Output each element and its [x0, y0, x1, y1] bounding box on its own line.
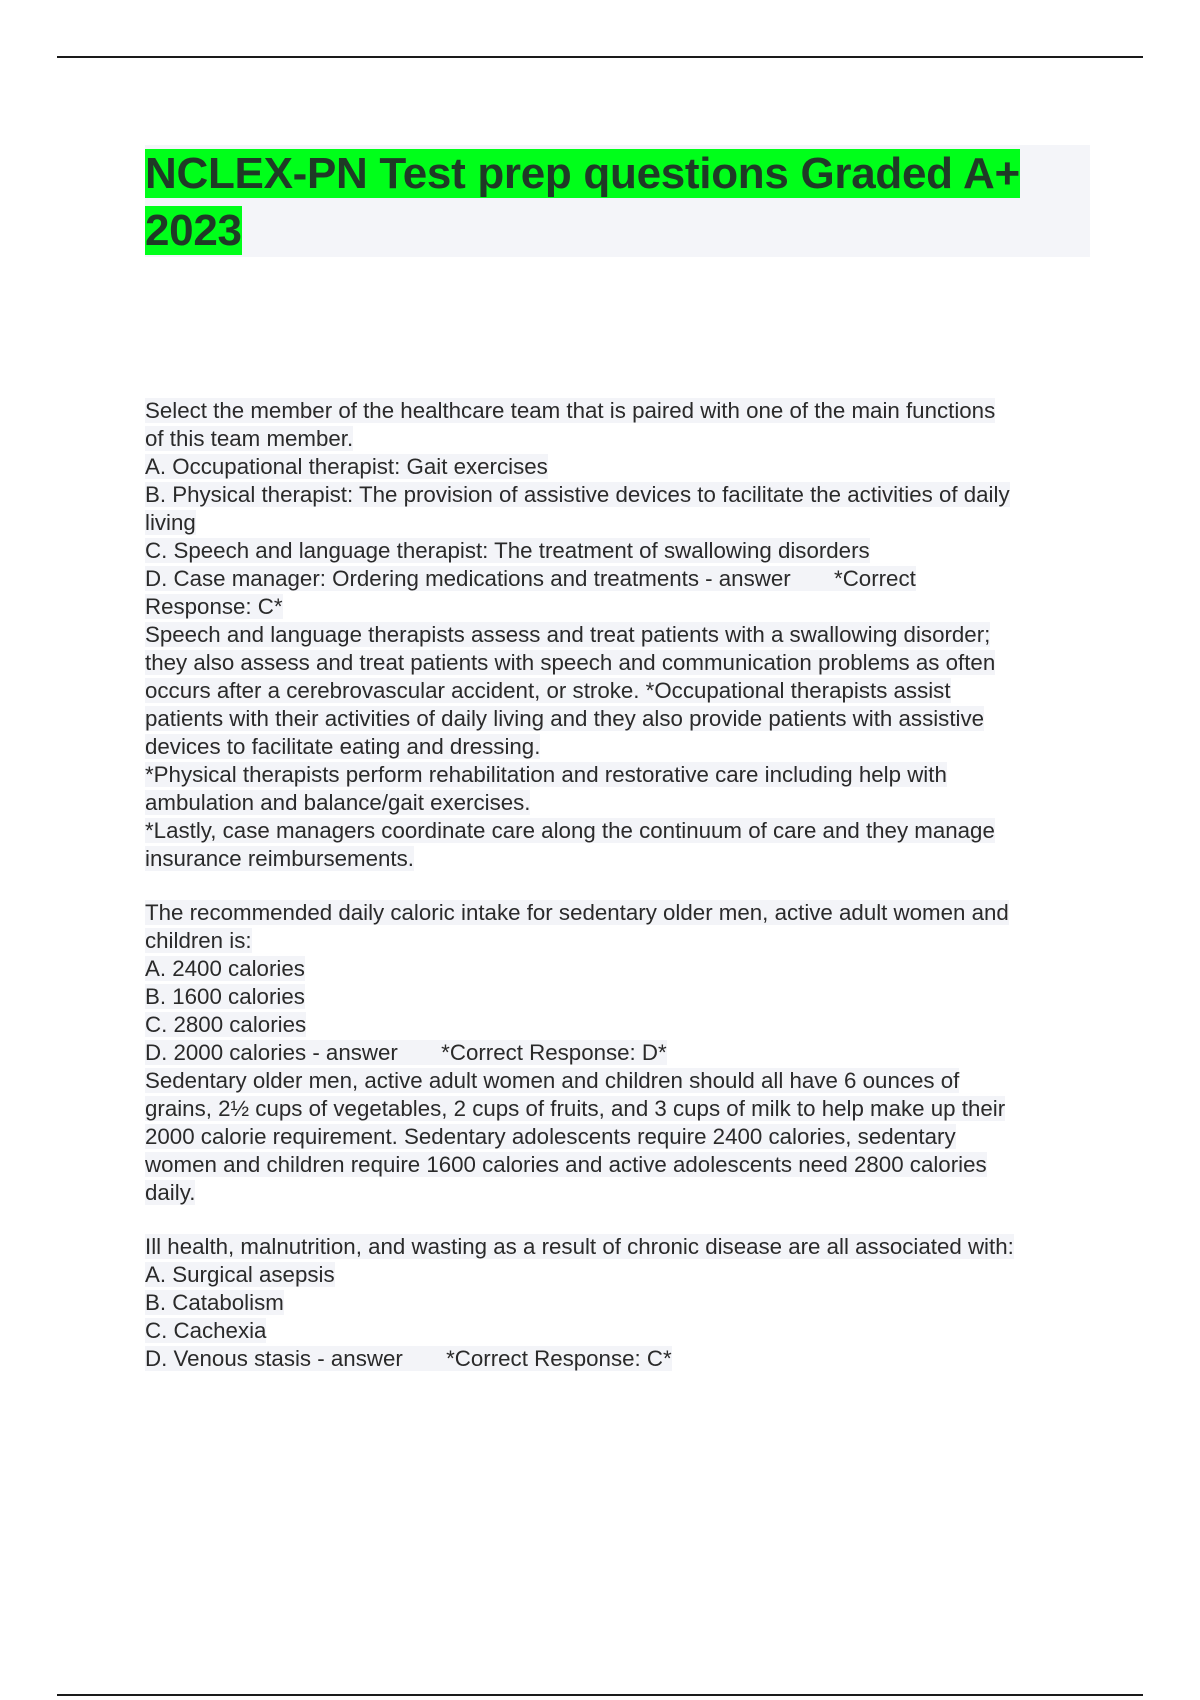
question-line	[145, 1233, 1095, 1261]
question-line	[145, 1261, 1095, 1289]
question-line-text: D. Venous stasis - answer *Correct Response: C*	[145, 1346, 672, 1371]
question-line	[145, 621, 1095, 649]
question-line	[145, 1289, 1095, 1317]
question-line-text: A. 2400 calories	[145, 956, 305, 981]
question-line	[145, 509, 1095, 537]
question-line-text: D. Case manager: Ordering medications and treatments - answer *Correct	[145, 566, 916, 591]
question-line-text: B. Physical therapist: The provision of assistive devices to facilitate the activities of daily	[145, 482, 1010, 507]
question-line-text: Sedentary older men, active adult women and children should all have 6 ounces of	[145, 1068, 960, 1093]
question-line	[145, 537, 1095, 565]
question-line	[145, 1095, 1095, 1123]
question-block	[145, 397, 1095, 873]
question-line	[145, 761, 1095, 789]
question-line-text: patients with their activities of daily living and they also provide patients with assistive	[145, 706, 985, 731]
question-line	[145, 1151, 1095, 1179]
question-line	[145, 705, 1095, 733]
question-line-text: B. Catabolism	[145, 1290, 284, 1315]
question-line	[145, 1317, 1095, 1345]
question-line-text: A. Surgical asepsis	[145, 1262, 335, 1287]
question-gap	[145, 1207, 1095, 1233]
question-line	[145, 899, 1095, 927]
question-line	[145, 983, 1095, 1011]
question-line-text: Response: C*	[145, 594, 283, 619]
question-block	[145, 899, 1095, 1207]
question-line-text: devices to facilitate eating and dressing.	[145, 734, 541, 759]
question-line	[145, 649, 1095, 677]
question-line	[145, 565, 1095, 593]
question-line-text: children is:	[145, 928, 252, 953]
question-line-text: living	[145, 510, 196, 535]
question-line-text: of this team member.	[145, 426, 354, 451]
question-gap	[145, 873, 1095, 899]
question-line	[145, 1123, 1095, 1151]
document-title-text: NCLEX-PN Test prep questions Graded A+ 2023	[145, 149, 1020, 255]
question-line-text: The recommended daily caloric intake for sedentary older men, active adult women and	[145, 900, 1009, 925]
question-line-text: insurance reimbursements.	[145, 846, 414, 871]
question-line-text: Speech and language therapists assess and treat patients with a swallowing disorder;	[145, 622, 991, 647]
question-line-text: daily.	[145, 1180, 196, 1205]
bottom-rule	[57, 1694, 1143, 1696]
question-line-text: grains, 2½ cups of vegetables, 2 cups of fruits, and 3 cups of milk to help make up their	[145, 1096, 1006, 1121]
question-line	[145, 955, 1095, 983]
question-line	[145, 789, 1095, 817]
top-rule	[57, 56, 1143, 58]
question-line-text: D. 2000 calories - answer *Correct Response: D*	[145, 1040, 667, 1065]
question-line	[145, 425, 1095, 453]
question-line	[145, 927, 1095, 955]
question-line-text: Ill health, malnutrition, and wasting as a result of chronic disease are all associated with:	[145, 1234, 1014, 1259]
question-line	[145, 397, 1095, 425]
question-line-text: they also assess and treat patients with speech and communication problems as often	[145, 650, 996, 675]
question-line	[145, 845, 1095, 873]
question-block	[145, 1233, 1095, 1373]
question-line	[145, 1067, 1095, 1095]
question-line	[145, 453, 1095, 481]
question-line-text: Select the member of the healthcare team that is paired with one of the main functions	[145, 398, 996, 423]
question-line	[145, 593, 1095, 621]
document-title	[145, 145, 1045, 259]
question-line-text: A. Occupational therapist: Gait exercises	[145, 454, 548, 479]
question-line-text: C. 2800 calories	[145, 1012, 307, 1037]
question-line	[145, 1179, 1095, 1207]
title-block	[145, 145, 1090, 257]
question-line	[145, 1345, 1095, 1373]
question-line-text: C. Cachexia	[145, 1318, 267, 1343]
question-line	[145, 481, 1095, 509]
question-line	[145, 733, 1095, 761]
question-line	[145, 1039, 1095, 1067]
question-line-text: occurs after a cerebrovascular accident, or stroke. *Occupational therapists assist	[145, 678, 951, 703]
question-line-text: *Physical therapists perform rehabilitation and restorative care including help with	[145, 762, 947, 787]
question-line-text: *Lastly, case managers coordinate care along the continuum of care and they manage	[145, 818, 995, 843]
question-line	[145, 677, 1095, 705]
question-line	[145, 1011, 1095, 1039]
question-line-text: 2000 calorie requirement. Sedentary adolescents require 2400 calories, sedentary	[145, 1124, 956, 1149]
document-body	[145, 397, 1095, 1373]
question-line-text: ambulation and balance/gait exercises.	[145, 790, 531, 815]
question-line-text: B. 1600 calories	[145, 984, 305, 1009]
question-line-text: women and children require 1600 calories and active adolescents need 2800 calories	[145, 1152, 987, 1177]
question-line-text: C. Speech and language therapist: The treatment of swallowing disorders	[145, 538, 870, 563]
question-line	[145, 817, 1095, 845]
